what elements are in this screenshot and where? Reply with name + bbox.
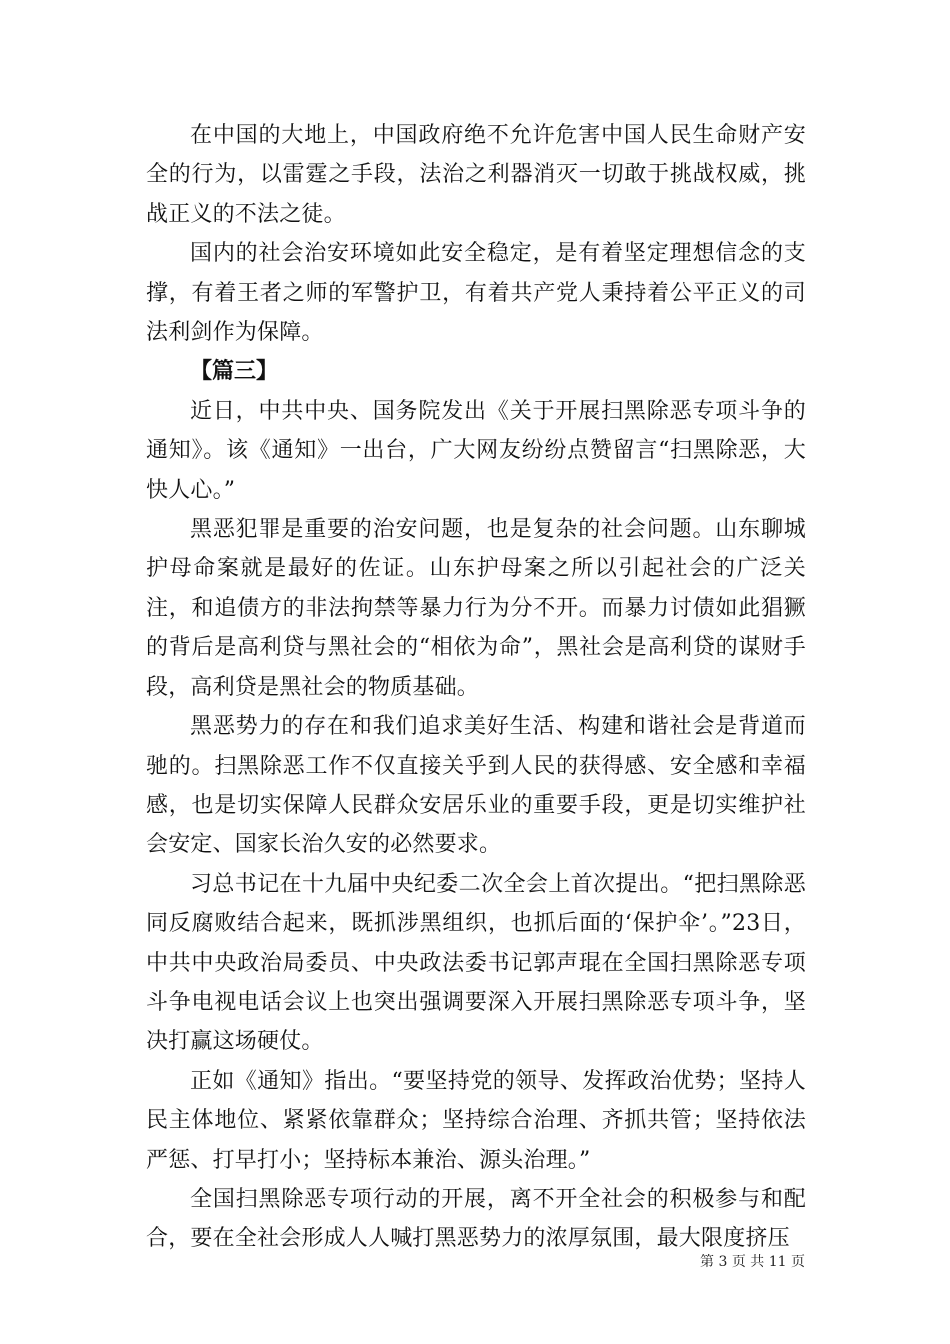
paragraph: 黑恶势力的存在和我们追求美好生活、构建和谐社会是背道而驰的。扫黑除恶工作不仅直接关乎到人民的获得感、安全感和幸福感，也是切实保障人民群众安居乐业的重要手段，更是切实维护社会安定、国家长治久安的必然要求。 bbox=[146, 714, 806, 858]
paragraph: 全国扫黑除恶专项行动的开展，离不开全社会的积极参与和配合，要在全社会形成人人喊打黑恶势力的浓厚氛围，最大限度挤压 bbox=[146, 1186, 806, 1252]
paragraph: 在中国的大地上，中国政府绝不允许危害中国人民生命财产安全的行为，以雷霆之手段，法治之利器消灭一切敢于挑战权威，挑战正义的不法之徒。 bbox=[146, 123, 806, 227]
paragraph: 正如《通知》指出。“要坚持党的领导、发挥政治优势；坚持人民主体地位、紧紧依靠群众；坚持综合治理、齐抓共管；坚持依法严惩、打早打小；坚持标本兼治、源头治理。” bbox=[146, 1068, 806, 1173]
paragraph: 黑恶犯罪是重要的治安问题，也是复杂的社会问题。山东聊城护母命案就是最好的佐证。山东护母案之所以引起社会的广泛关注，和追债方的非法拘禁等暴力行为分不开。而暴力讨债如此猖獗的背后是高利贷与黑社会的“相依为命”，黑社会是高利贷的谋财手段，高利贷是黑社会的物质基础。 bbox=[146, 517, 806, 700]
paragraph: 近日，中共中央、国务院发出《关于开展扫黑除恶专项斗争的通知》。该《通知》一出台，广大网友纷纷点赞留言“扫黑除恶，大快人心。” bbox=[146, 398, 806, 503]
paragraph: 国内的社会治安环境如此安全稳定，是有着坚定理想信念的支撑，有着王者之师的军警护卫，有着共产党人秉持着公平正义的司法利剑作为保障。 bbox=[146, 241, 806, 346]
section-heading: 【篇三】 bbox=[190, 358, 279, 385]
document-body bbox=[146, 116, 806, 1259]
page-number: 第 3 页 共 11 页 bbox=[700, 1254, 805, 1270]
paragraph: 习总书记在十九届中央纪委二次全会上首次提出。“把扫黑除恶同反腐败结合起来，既抓涉黑组织，也抓后面的‘保护伞’。”23日，中共中央政治局委员、中央政法委书记郭声琨在全国扫黑除恶专项斗争电视电话会议上也突出强调要深入开展扫黑除恶专项斗争，坚决打赢这场硬仗。 bbox=[146, 871, 806, 1055]
